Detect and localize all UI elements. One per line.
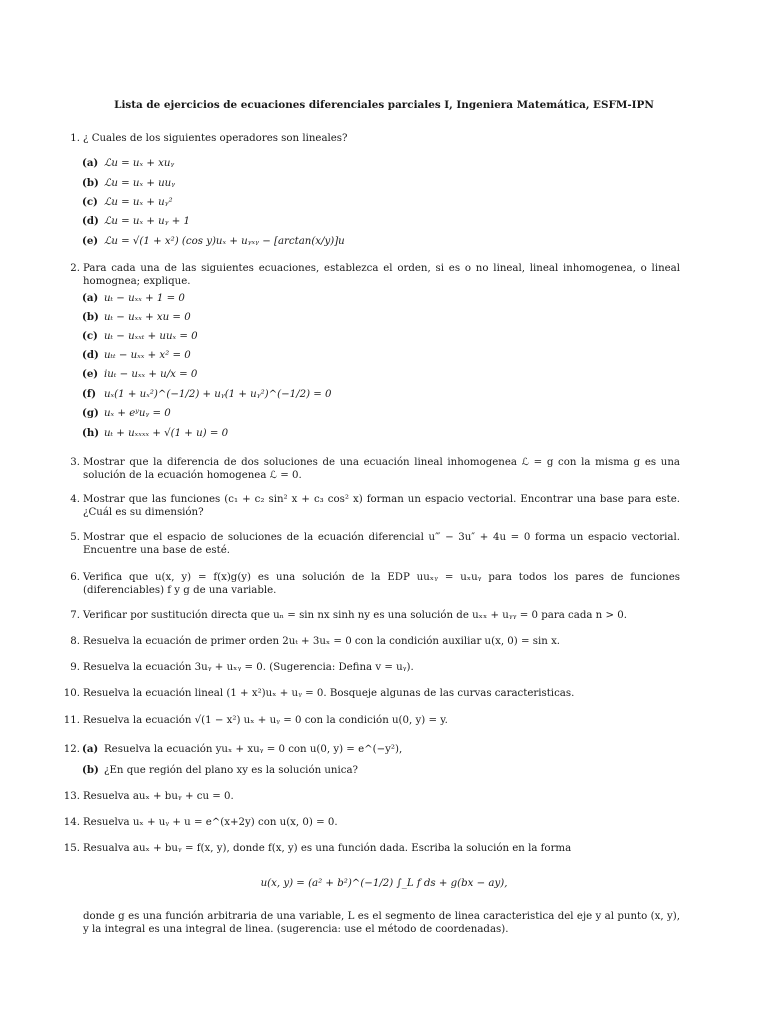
- part-label: (g): [82, 407, 99, 419]
- part-expression: ℒu = uₓ + xuᵧ: [104, 158, 175, 169]
- part-expression: iuₜ − uₓₓ + u/x = 0: [104, 369, 198, 380]
- problem-text: Mostrar que la diferencia de dos soluciones de una ecuación lineal inhomogenea ℒ = g con la misma g es una solución de la ecuación homogenea ℒ = 0.: [83, 457, 680, 481]
- part-label: (c): [82, 330, 98, 342]
- part-expression: uₜ − uₓₓ + xu = 0: [104, 312, 191, 323]
- problem-text: Verificar por sustitución directa que uₙ = sin nx sinh ny es una solución de uₓₓ + uᵧᵧ = 0 para cada n > 0.: [83, 610, 627, 621]
- part-expression: uₜₜ − uₓₓ + x² = 0: [104, 350, 191, 361]
- part-label: (a): [82, 292, 99, 304]
- display-formula: u(x, y) = (a² + b²)^(−1/2) ∫_L f ds + g(bx − ay),: [260, 878, 508, 889]
- problem-number: 4.: [70, 494, 80, 505]
- problem-number: 8.: [70, 636, 80, 647]
- problem-text: Resuelva la ecuación de primer orden 2uₜ + 3uₓ = 0 con la condición auxiliar u(x, 0) = sin x.: [83, 636, 561, 647]
- problem-number: 12.: [63, 744, 80, 755]
- problem-number: 14.: [63, 817, 80, 828]
- problem-text: Resuelva uₓ + uᵧ + u = e^(x+2y) con u(x, 0) = 0.: [83, 817, 338, 828]
- part-label: (f): [82, 388, 97, 400]
- part-text: Resuelva la ecuación yuₓ + xuᵧ = 0 con u(0, y) = e^(−y²),: [104, 744, 403, 755]
- part-expression: uₓ(1 + uₓ²)^(−1/2) + uᵧ(1 + uᵧ²)^(−1/2) = 0: [104, 389, 332, 400]
- part-label: (a): [82, 157, 99, 169]
- problem-text: Resualva auₓ + buᵧ = f(x, y), donde f(x, y) es una función dada. Escriba la solución en la forma: [83, 843, 572, 854]
- problem-number: 6.: [70, 572, 80, 583]
- part-expression: ℒu = uₓ + uᵧ + 1: [104, 216, 190, 227]
- problem-text: Resuelva auₓ + buᵧ + cu = 0.: [83, 791, 234, 802]
- part-label: (e): [82, 235, 99, 247]
- problem-text: Mostrar que el espacio de soluciones de la ecuación diferencial u‴ − 3u″ + 4u = 0 forma un espacio vectorial. Encuentre una base de esté.: [83, 532, 680, 556]
- part-expression: ℒu = uₓ + uuᵧ: [104, 178, 176, 189]
- problem-number: 5.: [70, 532, 80, 543]
- problem-text: Resuelva la ecuación √(1 − x²) uₓ + uᵧ = 0 con la condición u(0, y) = y.: [83, 715, 448, 726]
- part-label: (b): [82, 764, 99, 776]
- part-label: (d): [82, 215, 99, 227]
- page-title: Lista de ejercicios de ecuaciones diferenciales parciales I, Ingeniera Matemática, ESFM-IPN: [114, 99, 654, 111]
- part-expression: ℒu = uₓ + uᵧ²: [104, 197, 173, 208]
- problem-text: donde g es una función arbitraria de una variable, L es el segmento de linea caracteristica del eje y al punto (x, y), y la integral es una integral de linea. (sugerencia: use el método de coordenadas).: [83, 911, 680, 935]
- problem-text: Verifica que u(x, y) = f(x)g(y) es una solución de la EDP uuₓᵧ = uₓuᵧ para todos los pares de funciones (diferenciables) f y g de una variable.: [83, 572, 680, 596]
- part-text: ¿En que región del plano xy es la solución unica?: [104, 765, 358, 776]
- part-label: (b): [82, 311, 99, 323]
- problem-number: 1.: [70, 133, 80, 144]
- problem-number: 15.: [63, 843, 80, 854]
- part-expression: uₜ − uₓₓₜ + uuₓ = 0: [104, 331, 198, 342]
- problem-text: Mostrar que las funciones (c₁ + c₂ sin² x + c₃ cos² x) forman un espacio vectorial. Encontrar una base para este. ¿Cuál es su dimensión?: [83, 494, 680, 518]
- part-label: (e): [82, 368, 99, 380]
- part-expression: ℒu = √(1 + x²) (cos y)uₓ + uᵧₓᵧ − [arctan(x/y)]u: [104, 236, 345, 247]
- problem-number: 11.: [63, 715, 80, 726]
- problem-text: Resuelva la ecuación 3uᵧ + uₓᵧ = 0. (Sugerencia: Defina v = uᵧ).: [83, 662, 414, 673]
- part-expression: uₜ + uₓₓₓₓ + √(1 + u) = 0: [104, 428, 229, 439]
- part-label: (c): [82, 196, 98, 208]
- problem-text: ¿ Cuales de los siguientes operadores son lineales?: [83, 133, 348, 144]
- problem-text: Resuelva la ecuación lineal (1 + x²)uₓ + uᵧ = 0. Bosqueje algunas de las curvas caracteristicas.: [83, 688, 575, 699]
- part-label: (h): [82, 427, 100, 439]
- problem-number: 10.: [63, 688, 80, 699]
- part-expression: uₓ + eʸuᵧ = 0: [104, 408, 171, 419]
- part-expression: uₜ − uₓₓ + 1 = 0: [104, 293, 185, 304]
- part-label: (b): [82, 177, 99, 189]
- problem-number: 13.: [63, 791, 80, 802]
- problem-number: 7.: [70, 610, 80, 621]
- problem-text: Para cada una de las siguientes ecuaciones, establezca el orden, si es o no lineal, lineal inhomogenea, o lineal homognea; explique.: [83, 263, 680, 287]
- problem-number: 9.: [70, 662, 80, 673]
- problem-number: 3.: [70, 457, 80, 468]
- part-label: (d): [82, 349, 99, 361]
- problem-number: 2.: [70, 263, 80, 274]
- part-label: (a): [82, 743, 99, 755]
